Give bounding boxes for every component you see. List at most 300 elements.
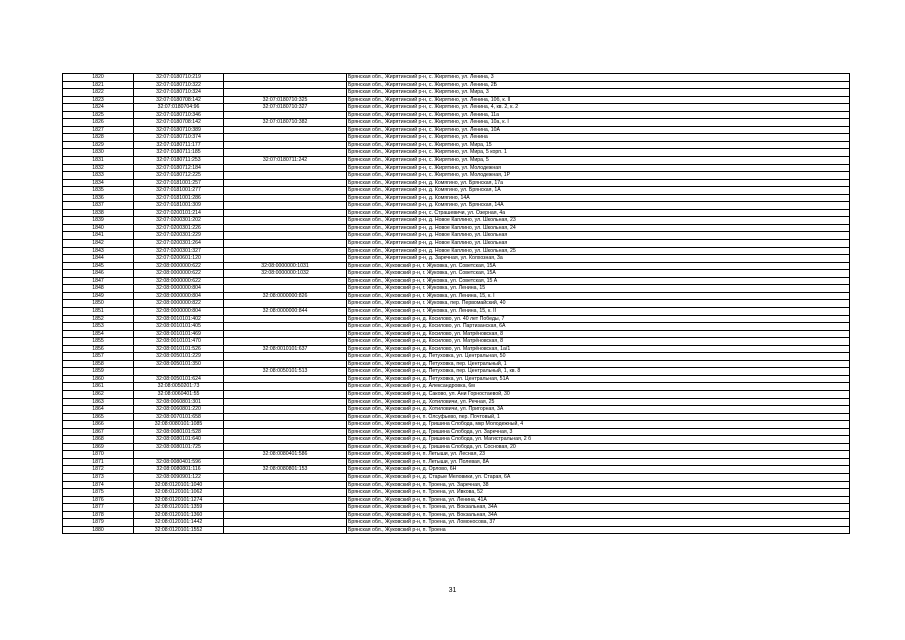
linked-cadastral-number-cell [224, 255, 347, 263]
linked-cadastral-number-cell: 32:08:0080801:153 [224, 466, 347, 474]
cadastral-number-cell: 32:08:0000000:622 [134, 262, 224, 270]
table-row [63, 164, 850, 172]
row-number-cell: 1863 [63, 398, 134, 406]
table-row [63, 368, 850, 376]
cadastral-number-cell: 32:07:0181001:286 [134, 194, 224, 202]
row-number-cell: 1823 [63, 96, 134, 104]
table-row [63, 89, 850, 97]
row-number-cell: 1860 [63, 375, 134, 383]
linked-cadastral-number-cell: 32:07:0180710:382 [224, 119, 347, 127]
linked-cadastral-number-cell [224, 496, 347, 504]
row-number-cell: 1866 [63, 421, 134, 429]
linked-cadastral-number-cell [224, 443, 347, 451]
address-cell: Брянская обл., Жуковский р-н, п. Троена, ул. Вокзальная, 34А [347, 504, 850, 512]
linked-cadastral-number-cell: 32:08:0000000:826 [224, 292, 347, 300]
cadastral-number-cell: 32:08:0060401:55 [134, 390, 224, 398]
row-number-cell: 1821 [63, 81, 134, 89]
linked-cadastral-number-cell [224, 217, 347, 225]
address-cell: Брянская обл., Жуковский р-н, п. Троена, ул. Ленина, 41А [347, 496, 850, 504]
linked-cadastral-number-cell [224, 149, 347, 157]
row-number-cell: 1857 [63, 353, 134, 361]
address-cell: Брянская обл., Жирятинский р-н, с. Жирятино, ул. Ленина, 11а [347, 111, 850, 119]
row-number-cell: 1843 [63, 247, 134, 255]
cadastral-number-cell: 32:07:0200301:229 [134, 232, 224, 240]
linked-cadastral-number-cell [224, 172, 347, 180]
linked-cadastral-number-cell [224, 111, 347, 119]
row-number-cell: 1849 [63, 292, 134, 300]
address-cell: Брянская обл., Жирятинский р-н, д. Новое Каплино, ул. Школьная, 25 [347, 247, 850, 255]
cadastral-number-cell [134, 451, 224, 459]
table-row [63, 330, 850, 338]
address-cell: Брянская обл., Жирятинский р-н, д. Комягино, 14А [347, 194, 850, 202]
cadastral-number-cell: 32:08:0010101:405 [134, 323, 224, 331]
linked-cadastral-number-cell: 32:08:0050101:513 [224, 368, 347, 376]
address-cell: Брянская обл., Жирятинский р-н, с. Жирятино, ул. Мира, 5 [347, 157, 850, 165]
linked-cadastral-number-cell [224, 89, 347, 97]
cadastral-number-cell: 32:07:0180711:185 [134, 149, 224, 157]
linked-cadastral-number-cell [224, 398, 347, 406]
linked-cadastral-number-cell [224, 247, 347, 255]
cadastral-number-cell: 32:07:0180711:253 [134, 157, 224, 165]
address-cell: Брянская обл., Жирятинский р-н, с. Жирятино, ул. Ленина, 10б, к. II [347, 96, 850, 104]
linked-cadastral-number-cell [224, 390, 347, 398]
cadastral-number-cell: 32:08:0080801:116 [134, 466, 224, 474]
table-row [63, 262, 850, 270]
table-row [63, 428, 850, 436]
row-number-cell: 1835 [63, 187, 134, 195]
address-cell: Брянская обл., Жуковский р-н, п. Троена, ул. Ивкова, 52 [347, 489, 850, 497]
cadastral-number-cell: 32:07:0180708:142 [134, 96, 224, 104]
address-cell: Брянская обл., Жирятинский р-н, д. Новое Каплино, ул. Школьная, 24 [347, 224, 850, 232]
row-number-cell: 1871 [63, 458, 134, 466]
cadastral-number-cell: 32:07:0181001:309 [134, 202, 224, 210]
table-row [63, 224, 850, 232]
row-number-cell: 1846 [63, 270, 134, 278]
linked-cadastral-number-cell [224, 74, 347, 82]
address-cell: Брянская обл., Жирятинский р-н, с. Жирятино, ул. Ленина [347, 134, 850, 142]
address-cell: Брянская обл., Жуковский р-н, г. Жуковка, пер. Первомайский, 40 [347, 300, 850, 308]
address-cell: Брянская обл., Жуковский р-н, д. Хотиловичи, ул. Пригорная, 3А [347, 406, 850, 414]
address-cell: Брянская обл., Жирятинский р-н, с. Жирятино, ул. Молодежная [347, 164, 850, 172]
address-cell: Брянская обл., Жуковский р-н, г. Жуковка, ул. Советская, 15А [347, 262, 850, 270]
cadastral-number-cell: 32:07:0180711:177 [134, 141, 224, 149]
cadastral-number-cell: 32:08:0060801:301 [134, 398, 224, 406]
cadastral-number-cell: 32:07:0200301:226 [134, 224, 224, 232]
address-cell: Брянская обл., Жуковский р-н, г. Жуковка, ул. Ленина, 15, к. I [347, 292, 850, 300]
table-row [63, 375, 850, 383]
row-number-cell: 1841 [63, 232, 134, 240]
cadastral-number-cell: 32:08:0000000:804 [134, 285, 224, 293]
cadastral-number-cell: 32:07:0180710:219 [134, 74, 224, 82]
address-cell: Брянская обл., Жуковский р-н, п. Летыши, ул. Лесная, 23 [347, 451, 850, 459]
linked-cadastral-number-cell [224, 519, 347, 527]
linked-cadastral-number-cell [224, 511, 347, 519]
row-number-cell: 1836 [63, 194, 134, 202]
registry-table [62, 73, 850, 534]
cadastral-number-cell: 32:08:0000000:622 [134, 277, 224, 285]
linked-cadastral-number-cell: 32:08:0000000:1031 [224, 262, 347, 270]
row-number-cell: 1834 [63, 179, 134, 187]
row-number-cell: 1867 [63, 428, 134, 436]
table-row [63, 353, 850, 361]
address-cell: Брянская обл., Жуковский р-н, п. Троена, ул. Вокзальная, 34А [347, 511, 850, 519]
cadastral-number-cell: 32:08:0010101:526 [134, 345, 224, 353]
linked-cadastral-number-cell [224, 338, 347, 346]
table-row [63, 149, 850, 157]
cadastral-number-cell: 32:07:0180710:346 [134, 111, 224, 119]
row-number-cell: 1825 [63, 111, 134, 119]
row-number-cell: 1845 [63, 262, 134, 270]
row-number-cell: 1876 [63, 496, 134, 504]
linked-cadastral-number-cell [224, 232, 347, 240]
cadastral-number-cell: 32:07:0200301:202 [134, 217, 224, 225]
row-number-cell: 1875 [63, 489, 134, 497]
table-row [63, 421, 850, 429]
linked-cadastral-number-cell [224, 504, 347, 512]
row-number-cell: 1824 [63, 104, 134, 112]
address-cell: Брянская обл., Жуковский р-н, г. Жуковка, ул. Советская, 15 А [347, 277, 850, 285]
table-row [63, 134, 850, 142]
cadastral-number-cell: 32:07:0180710:324 [134, 89, 224, 97]
cadastral-number-cell: 32:08:0090901:122 [134, 473, 224, 481]
address-cell: Брянская обл., Жирятинский р-н, с. Жирятино, ул. Молодежная, 1Р [347, 172, 850, 180]
address-cell: Брянская обл., Жирятинский р-н, д. Комягино, ул. Брянская, 17а [347, 179, 850, 187]
cadastral-number-cell: 32:08:0080401:596 [134, 458, 224, 466]
row-number-cell: 1848 [63, 285, 134, 293]
linked-cadastral-number-cell [224, 179, 347, 187]
cadastral-number-cell: 32:08:0070101:658 [134, 413, 224, 421]
cadastral-number-cell: 32:08:0120101:1442 [134, 519, 224, 527]
cadastral-number-cell: 32:08:0120101:1359 [134, 504, 224, 512]
cadastral-number-cell: 32:08:0080101:725 [134, 443, 224, 451]
row-number-cell: 1838 [63, 209, 134, 217]
address-cell: Брянская обл., Жирятинский р-н, д. Новое Каплино, ул. Школьная [347, 232, 850, 240]
cadastral-number-cell: 32:08:0000000:622 [134, 270, 224, 278]
cadastral-number-cell: 32:08:0120101:1062 [134, 489, 224, 497]
address-cell: Брянская обл., Жуковский р-н, д. Гришина Слобода, мкр Молодежный, 4 [347, 421, 850, 429]
address-cell: Брянская обл., Жуковский р-н, д. Петуховка, пер. Центральный, 1 [347, 360, 850, 368]
cadastral-number-cell: 32:07:0180712:225 [134, 172, 224, 180]
cadastral-number-cell: 32:08:0050201:73 [134, 383, 224, 391]
linked-cadastral-number-cell [224, 360, 347, 368]
row-number-cell: 1865 [63, 413, 134, 421]
linked-cadastral-number-cell [224, 134, 347, 142]
address-cell: Брянская обл., Жирятинский р-н, д. Новое Каплино, ул. Школьная [347, 240, 850, 248]
table-row [63, 481, 850, 489]
table-row [63, 119, 850, 127]
table-row [63, 443, 850, 451]
row-number-cell: 1854 [63, 330, 134, 338]
address-cell: Брянская обл., Жуковский р-н, д. Гришина Слобода, ул. Сосновая, 20 [347, 443, 850, 451]
table-row [63, 172, 850, 180]
row-number-cell: 1829 [63, 141, 134, 149]
cadastral-number-cell: 32:08:0050101:229 [134, 353, 224, 361]
address-cell: Брянская обл., Жуковский р-н, д. Косилово, ул. Матрёновская, 8 [347, 338, 850, 346]
linked-cadastral-number-cell [224, 473, 347, 481]
row-number-cell: 1868 [63, 436, 134, 444]
address-cell: Брянская обл., Жуковский р-н, д. Косилово, ул. Матрёновская, 1а/1 [347, 345, 850, 353]
row-number-cell: 1830 [63, 149, 134, 157]
cadastral-number-cell: 32:07:0180710:389 [134, 126, 224, 134]
cadastral-number-cell: 32:07:0181001:277 [134, 187, 224, 195]
table-row [63, 141, 850, 149]
table-row [63, 383, 850, 391]
address-cell: Брянская обл., Жуковский р-н, д. Петуховка, пер. Центральный, 1, кв. 8 [347, 368, 850, 376]
address-cell: Брянская обл., Жирятинский р-н, с. Жирятино, ул. Ленина, 2Б [347, 81, 850, 89]
linked-cadastral-number-cell [224, 240, 347, 248]
table-row [63, 255, 850, 263]
table-row [63, 179, 850, 187]
row-number-cell: 1842 [63, 240, 134, 248]
table-row [63, 300, 850, 308]
table-row [63, 157, 850, 165]
table-row [63, 247, 850, 255]
table-row [63, 496, 850, 504]
address-cell: Брянская обл., Жуковский р-н, д. Саково, ул. Ани Горностаевой, 30 [347, 390, 850, 398]
cadastral-number-cell: 32:07:0180710:374 [134, 134, 224, 142]
linked-cadastral-number-cell [224, 421, 347, 429]
table-row [63, 202, 850, 210]
cadastral-number-cell: 32:08:0120101:1552 [134, 526, 224, 534]
cadastral-number-cell: 32:08:0080101:528 [134, 428, 224, 436]
row-number-cell: 1858 [63, 360, 134, 368]
linked-cadastral-number-cell [224, 353, 347, 361]
linked-cadastral-number-cell [224, 209, 347, 217]
address-cell: Брянская обл., Жуковский р-н, д. Старые Меловики, ул. Старая, 6А [347, 473, 850, 481]
linked-cadastral-number-cell [224, 375, 347, 383]
row-number-cell: 1861 [63, 383, 134, 391]
table-row [63, 473, 850, 481]
row-number-cell: 1879 [63, 519, 134, 527]
address-cell: Брянская обл., Жуковский р-н, д. Косилово, ул. Матрёновская, 8 [347, 330, 850, 338]
linked-cadastral-number-cell: 32:08:0010101:637 [224, 345, 347, 353]
address-cell: Брянская обл., Жуковский р-н, г. Жуковка, ул. Советская, 15А [347, 270, 850, 278]
table-row [63, 307, 850, 315]
address-cell: Брянская обл., Жуковский р-н, д. Петуховка, ул. Центральная, 50 [347, 353, 850, 361]
address-cell: Брянская обл., Жирятинский р-н, с. Жирятино, ул. Ленина, 3 [347, 74, 850, 82]
row-number-cell: 1855 [63, 338, 134, 346]
linked-cadastral-number-cell [224, 330, 347, 338]
address-cell: Брянская обл., Жуковский р-н, п. Троена, ул. Заречная, 38 [347, 481, 850, 489]
linked-cadastral-number-cell [224, 224, 347, 232]
cadastral-number-cell: 32:08:0000000:822 [134, 300, 224, 308]
row-number-cell: 1851 [63, 307, 134, 315]
address-cell: Брянская обл., Жирятинский р-н, д. Новое Каплино, ул. Школьная, 23 [347, 217, 850, 225]
linked-cadastral-number-cell [224, 481, 347, 489]
table-row [63, 390, 850, 398]
row-number-cell: 1820 [63, 74, 134, 82]
table-row [63, 209, 850, 217]
row-number-cell: 1874 [63, 481, 134, 489]
linked-cadastral-number-cell [224, 383, 347, 391]
linked-cadastral-number-cell [224, 323, 347, 331]
linked-cadastral-number-cell [224, 428, 347, 436]
table-row [63, 504, 850, 512]
linked-cadastral-number-cell: 32:07:0180711:242 [224, 157, 347, 165]
cadastral-number-cell: 32:07:0180708:142 [134, 119, 224, 127]
linked-cadastral-number-cell [224, 194, 347, 202]
row-number-cell: 1856 [63, 345, 134, 353]
table-row [63, 458, 850, 466]
table-row [63, 436, 850, 444]
table-row [63, 466, 850, 474]
row-number-cell: 1852 [63, 315, 134, 323]
address-cell: Брянская обл., Жуковский р-н, д. Гришина Слобода, ул. Заречная, 3 [347, 428, 850, 436]
table-row [63, 232, 850, 240]
address-cell: Брянская обл., Жирятинский р-н, д. Комягино, ул. Брянская, 14А [347, 202, 850, 210]
row-number-cell: 1872 [63, 466, 134, 474]
table-row [63, 74, 850, 82]
row-number-cell: 1864 [63, 406, 134, 414]
row-number-cell: 1839 [63, 217, 134, 225]
page-number: 31 [448, 587, 457, 594]
address-cell: Брянская обл., Жирятинский р-н, с. Жирятино, ул. Мира, 15 [347, 141, 850, 149]
row-number-cell: 1831 [63, 157, 134, 165]
table-row [63, 81, 850, 89]
address-cell: Брянская обл., Жуковский р-н, д. Косилово, ул. Партизанская, 6А [347, 323, 850, 331]
cadastral-number-cell: 32:08:0060801:220 [134, 406, 224, 414]
table-row [63, 194, 850, 202]
cadastral-number-cell: 32:07:0180712:184 [134, 164, 224, 172]
row-number-cell: 1844 [63, 255, 134, 263]
table-row [63, 489, 850, 497]
table-row [63, 413, 850, 421]
table-row [63, 111, 850, 119]
linked-cadastral-number-cell [224, 406, 347, 414]
linked-cadastral-number-cell: 32:07:0180710:327 [224, 104, 347, 112]
registry-table-body [63, 74, 850, 534]
table-row [63, 323, 850, 331]
table-row [63, 360, 850, 368]
row-number-cell: 1832 [63, 164, 134, 172]
table-row [63, 187, 850, 195]
linked-cadastral-number-cell [224, 187, 347, 195]
address-cell: Брянская обл., Жуковский р-н, п. Летыши, ул. Полевая, 8А [347, 458, 850, 466]
row-number-cell: 1853 [63, 323, 134, 331]
cadastral-number-cell: 32:07:0180710:322 [134, 81, 224, 89]
table-row [63, 519, 850, 527]
linked-cadastral-number-cell [224, 81, 347, 89]
table-row [63, 126, 850, 134]
cadastral-number-cell: 32:08:0010101:469 [134, 330, 224, 338]
address-cell: Брянская обл., Жирятинский р-н, д. Заречная, ул. Колхозная, 3а [347, 255, 850, 263]
linked-cadastral-number-cell [224, 164, 347, 172]
table-row [63, 96, 850, 104]
row-number-cell: 1862 [63, 390, 134, 398]
table-row [63, 406, 850, 414]
address-cell: Брянская обл., Жуковский р-н, д. Петуховка, ул. Центральная, 51А [347, 375, 850, 383]
row-number-cell: 1880 [63, 526, 134, 534]
cadastral-number-cell: 32:07:0200601:120 [134, 255, 224, 263]
row-number-cell: 1859 [63, 368, 134, 376]
table-row [63, 451, 850, 459]
linked-cadastral-number-cell [224, 300, 347, 308]
address-cell: Брянская обл., Жирятинский р-н, с. Жирятино, ул. Ленина, 10а, к. I [347, 119, 850, 127]
linked-cadastral-number-cell: 32:08:0000000:1032 [224, 270, 347, 278]
address-cell: Брянская обл., Жуковский р-н, п. Троена, ул. Ломоносова, 37 [347, 519, 850, 527]
linked-cadastral-number-cell [224, 141, 347, 149]
address-cell: Брянская обл., Жуковский р-н, п. Троена [347, 526, 850, 534]
row-number-cell: 1873 [63, 473, 134, 481]
row-number-cell: 1828 [63, 134, 134, 142]
cadastral-number-cell: 32:08:0080101:1085 [134, 421, 224, 429]
address-cell: Брянская обл., Жирятинский р-н, с. Жирятино, ул. Мира, 3 [347, 89, 850, 97]
row-number-cell: 1837 [63, 202, 134, 210]
cadastral-number-cell: 32:07:0200101:214 [134, 209, 224, 217]
address-cell: Брянская обл., Жирятинский р-н, д. Комягино, ул. Брянская, 1А [347, 187, 850, 195]
linked-cadastral-number-cell [224, 526, 347, 534]
cadastral-number-cell: 32:08:0080101:640 [134, 436, 224, 444]
address-cell: Брянская обл., Жирятинский р-н, с. Жирятино, ул. Ленина, 10А [347, 126, 850, 134]
linked-cadastral-number-cell [224, 285, 347, 293]
table-row [63, 398, 850, 406]
cadastral-number-cell: 32:08:0010101:470 [134, 338, 224, 346]
cadastral-number-cell: 32:08:0000000:804 [134, 307, 224, 315]
cadastral-number-cell: 32:08:0120101:1040 [134, 481, 224, 489]
table-row [63, 285, 850, 293]
linked-cadastral-number-cell: 32:08:0080401:586 [224, 451, 347, 459]
cadastral-number-cell: 32:08:0000000:804 [134, 292, 224, 300]
address-cell: Брянская обл., Жуковский р-н, г. Жуковка, ул. Ленина, 15 [347, 285, 850, 293]
linked-cadastral-number-cell [224, 458, 347, 466]
table-row [63, 270, 850, 278]
cadastral-number-cell: 32:08:0120101:1360 [134, 511, 224, 519]
cadastral-number-cell: 32:07:0180704:96 [134, 104, 224, 112]
address-cell: Брянская обл., Жуковский р-н, д. Александровка, 6м [347, 383, 850, 391]
address-cell: Брянская обл., Жуковский р-н, г. Жуковка, ул. Ленина, 15, к. II [347, 307, 850, 315]
row-number-cell: 1870 [63, 451, 134, 459]
linked-cadastral-number-cell: 32:07:0180710:325 [224, 96, 347, 104]
table-row [63, 104, 850, 112]
table-row [63, 240, 850, 248]
row-number-cell: 1877 [63, 504, 134, 512]
row-number-cell: 1822 [63, 89, 134, 97]
cadastral-number-cell: 32:08:0050101:624 [134, 375, 224, 383]
address-cell: Брянская обл., Жуковский р-н, д. Гришина Слобода, ул. Магистральная, 2 б [347, 436, 850, 444]
table-row [63, 217, 850, 225]
row-number-cell: 1850 [63, 300, 134, 308]
row-number-cell: 1840 [63, 224, 134, 232]
cadastral-number-cell: 32:07:0200301:327 [134, 247, 224, 255]
row-number-cell: 1869 [63, 443, 134, 451]
cadastral-number-cell: 32:07:0181001:257 [134, 179, 224, 187]
linked-cadastral-number-cell [224, 202, 347, 210]
address-cell: Брянская обл., Жуковский р-н, д. Орлово, 6Н [347, 466, 850, 474]
cadastral-number-cell: 32:08:0050101:350 [134, 360, 224, 368]
address-cell: Брянская обл., Жуковский р-н, д. Косилово, ул. 40 лет Победы, 7 [347, 315, 850, 323]
table-row [63, 338, 850, 346]
row-number-cell: 1826 [63, 119, 134, 127]
row-number-cell: 1833 [63, 172, 134, 180]
address-cell: Брянская обл., Жуковский р-н, п. Олсуфьево, пер. Почтовый, 1 [347, 413, 850, 421]
cadastral-number-cell: 32:08:0120101:1274 [134, 496, 224, 504]
table-row [63, 526, 850, 534]
cadastral-number-cell: 32:07:0200301:264 [134, 240, 224, 248]
table-row [63, 511, 850, 519]
address-cell: Брянская обл., Жирятинский р-н, с. Жирятино, ул. Мира, 5 корп. 1 [347, 149, 850, 157]
table-row [63, 277, 850, 285]
table-row [63, 292, 850, 300]
linked-cadastral-number-cell [224, 277, 347, 285]
linked-cadastral-number-cell [224, 489, 347, 497]
linked-cadastral-number-cell [224, 436, 347, 444]
cadastral-number-cell [134, 368, 224, 376]
row-number-cell: 1878 [63, 511, 134, 519]
address-cell: Брянская обл., Жирятинский р-н, с. Жирятино, ул. Ленина, 4, кв. 2, к. 2 [347, 104, 850, 112]
linked-cadastral-number-cell: 32:08:0000000:844 [224, 307, 347, 315]
linked-cadastral-number-cell [224, 126, 347, 134]
cadastral-number-cell: 32:08:0010101:402 [134, 315, 224, 323]
